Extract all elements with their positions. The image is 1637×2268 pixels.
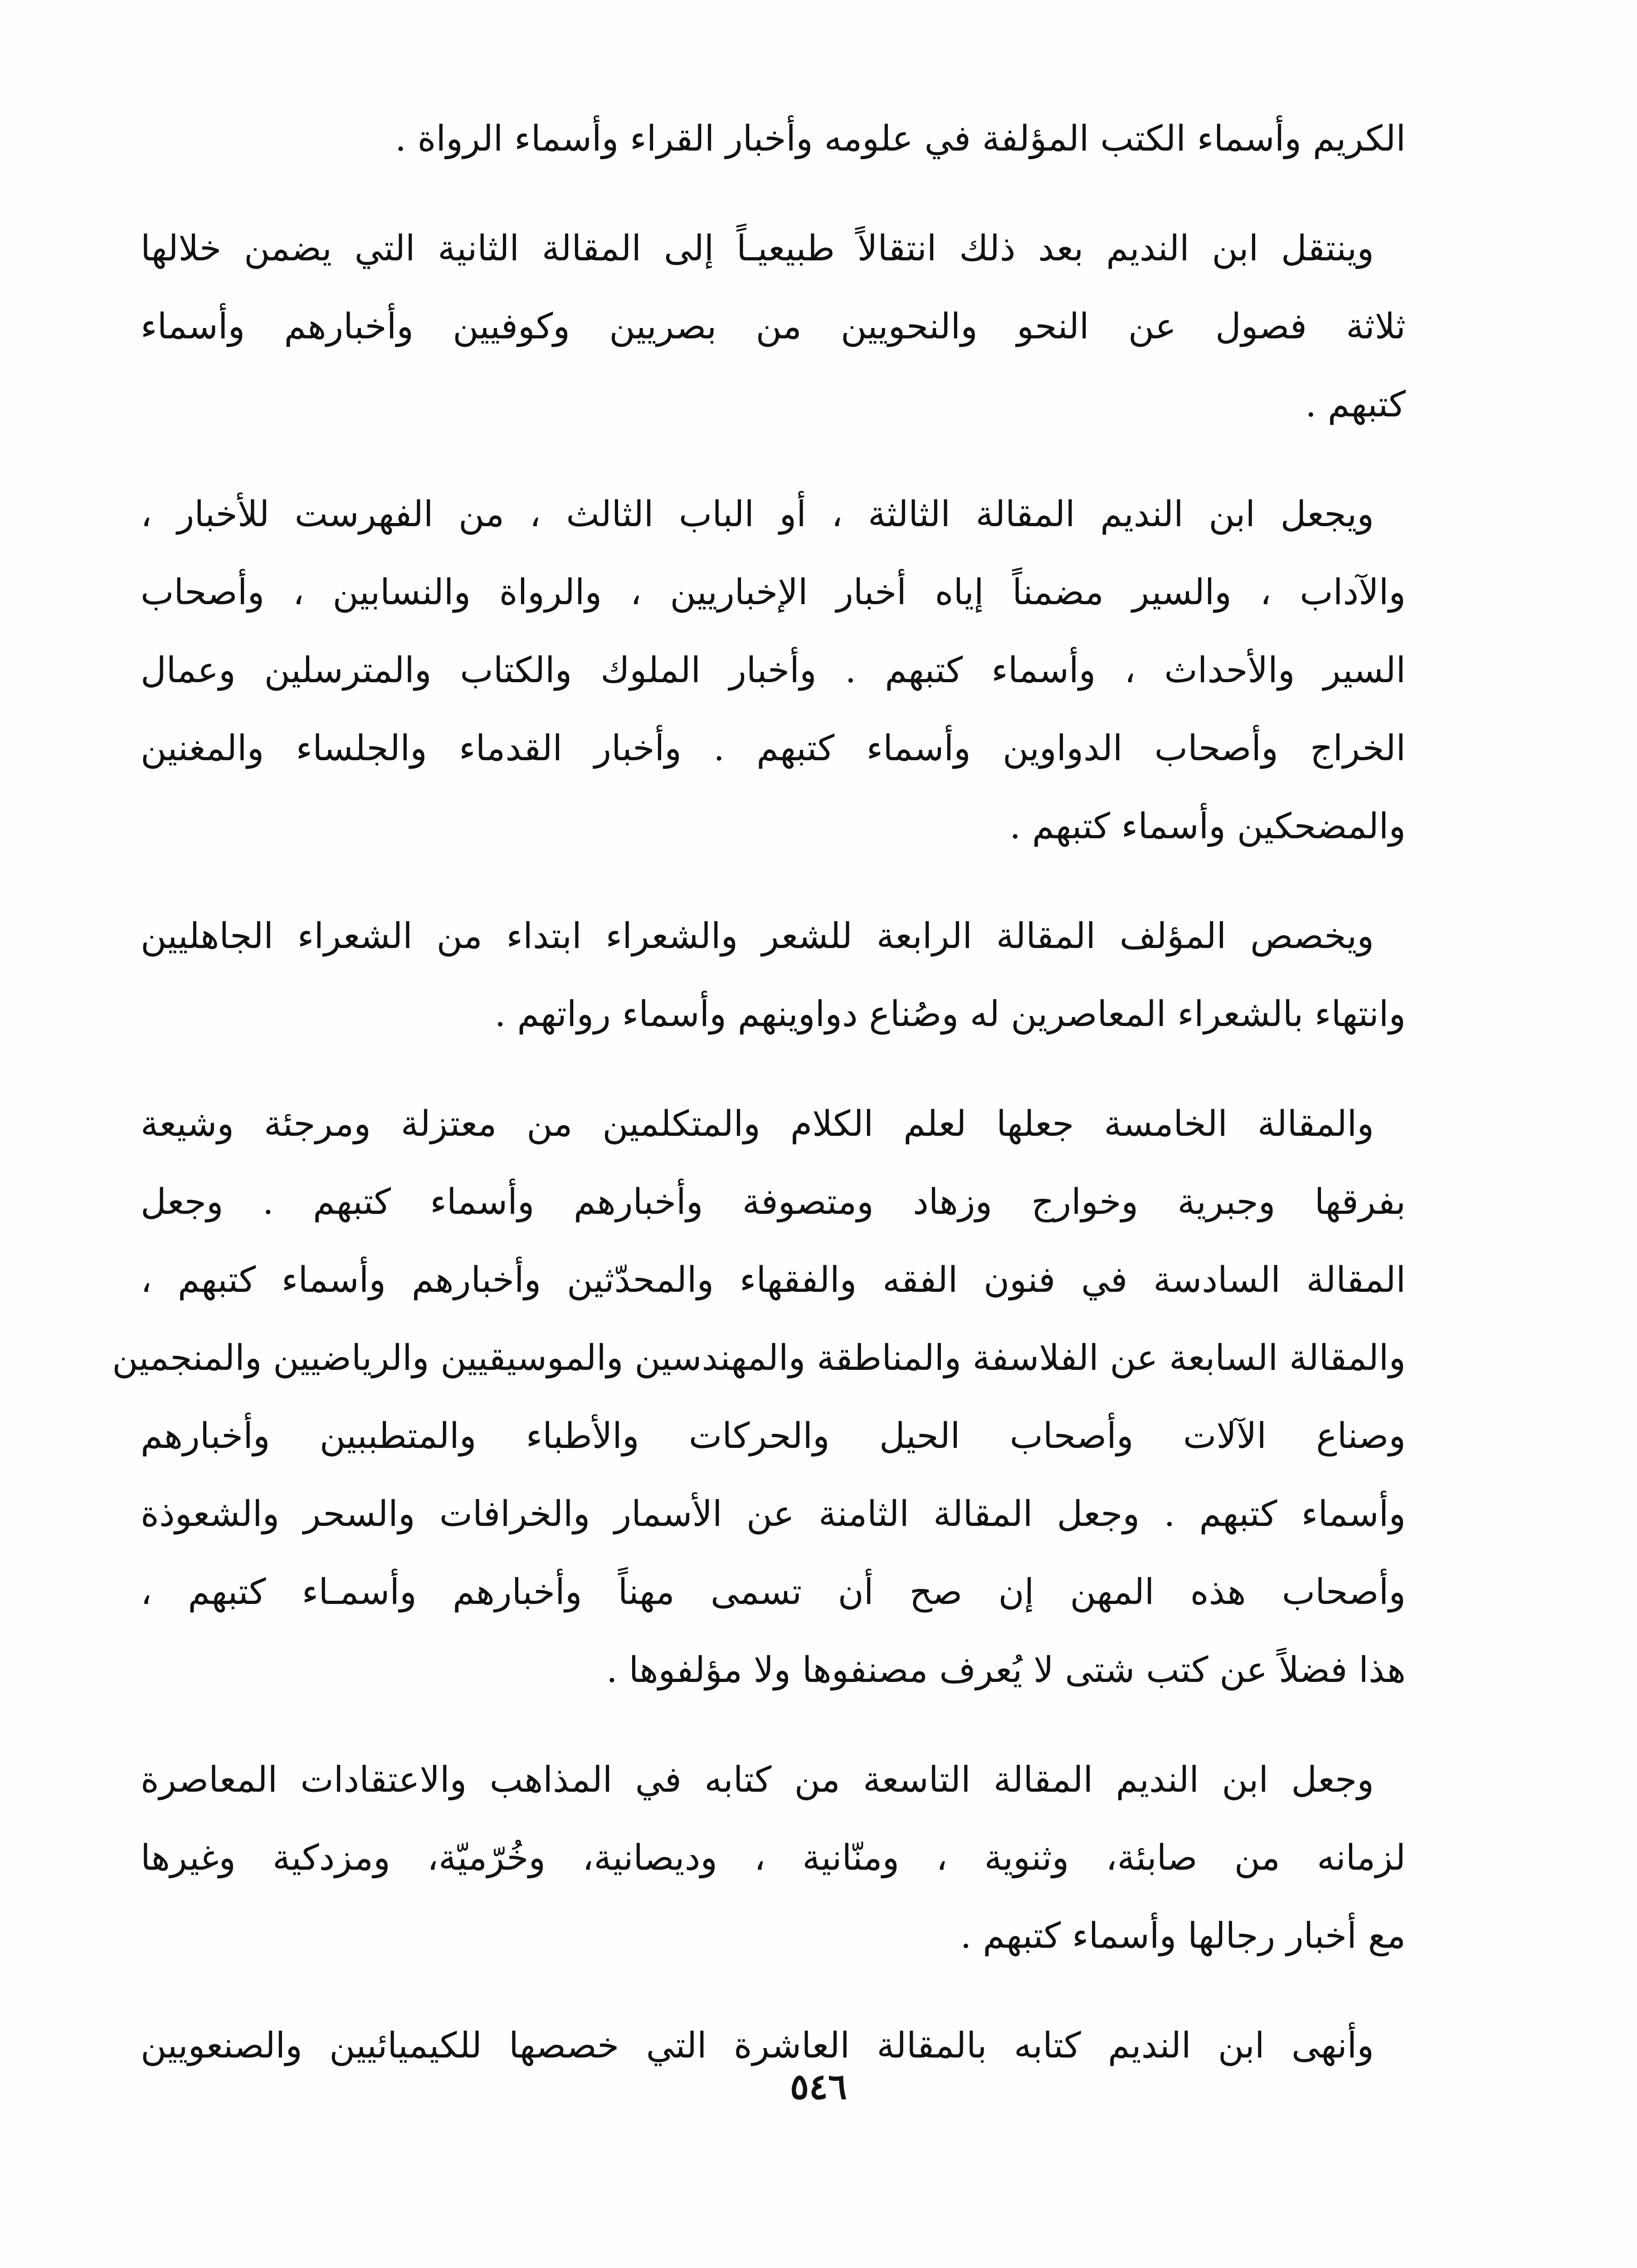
text-line: ويجعل ابن النديم المقالة الثالثة ، أو الباب الثالث ، من الفهرست للأخبار ،: [141, 494, 1374, 535]
text-line: الخراج وأصحاب الدواوين وأسماء كتبهم . وأخبار القدماء والجلساء والمغنين: [141, 728, 1406, 769]
text-line: بفرقها وجبرية وخوارج وزهاد ومتصوفة وأخبارهم وأسماء كتبهم . وجعل: [141, 1182, 1406, 1222]
paragraph: [141, 210, 1406, 444]
text-line: ويخصص المؤلف المقالة الرابعة للشعر والشعراء ابتداء من الشعراء الجاهليين: [141, 916, 1374, 957]
text-line: السير والأحداث ، وأسماء كتبهم . وأخبار الملوك والكتاب والمترسلين وعمال: [141, 650, 1406, 691]
text-line: كتبهم .: [1305, 384, 1406, 425]
text-line: مع أخبار رجالها وأسماء كتبهم .: [960, 1916, 1406, 1956]
text-line: وأنهى ابن النديم كتابه بالمقالة العاشرة التي خصصها للكيميائيين والصنعويين: [141, 2025, 1374, 2066]
text-line: وأصحاب هذه المهن إن صح أن تسمى مهناً وأخبارهم وأسمـاء كتبهم ،: [141, 1572, 1406, 1613]
paragraph: [141, 100, 1406, 178]
text-line: المقالة السادسة في فنون الفقه والفقهاء والمحدّثين وأخبارهم وأسماء كتبهم ،: [141, 1260, 1406, 1300]
paragraph: [112, 1085, 1406, 1709]
page-number: ٥٤٦: [790, 2066, 847, 2107]
text-line: ثلاثة فصول عن النحو والنحويين من بصريين وكوفيين وأخبارهم وأسماء: [141, 306, 1406, 347]
text-line: والمقالة السابعة عن الفلاسفة والمناطقة والمهندسين والموسيقيين والرياضيين والمنجمين: [112, 1338, 1406, 1378]
paragraph: [141, 475, 1406, 865]
text-line: وجعل ابن النديم المقالة التاسعة من كتابه في المذاهب والاعتقادات المعاصرة: [141, 1760, 1374, 1800]
text-line: الكريم وأسماء الكتب المؤلفة في علومه وأخبار القراء وأسماء الرواة .: [395, 118, 1406, 159]
text-line: وصناع الآلات وأصحاب الحيل والحركات والأطباء والمتطببين وأخبارهم: [141, 1416, 1406, 1457]
body-text: [112, 100, 1406, 2116]
text-line: هذا فضلاً عن كتب شتى لا يُعرف مصنفوها ولا مؤلفوها .: [606, 1650, 1406, 1691]
text-line: والمضحكين وأسماء كتبهم .: [1009, 806, 1406, 847]
text-line: والآداب ، والسير مضمناً إياه أخبار الإخباريين ، والرواة والنسابين ، وأصحاب: [141, 572, 1406, 613]
text-line: وانتهاء بالشعراء المعاصرين له وصُناع دواوينهم وأسماء رواتهم .: [494, 994, 1406, 1035]
text-line: وأسماء كتبهم . وجعل المقالة الثامنة عن الأسمار والخرافات والسحر والشعوذة: [141, 1494, 1406, 1535]
paragraph: [141, 897, 1406, 1053]
text-line: لزمانه من صابئة، وثنوية ، ومنّانية ، وديصانية، وخُرّميّة، ومزدكية وغيرها: [141, 1838, 1406, 1878]
text-line: وينتقل ابن النديم بعد ذلك انتقالاً طبيعيـاً إلى المقالة الثانية التي يضمن خلالها: [141, 228, 1374, 269]
paragraph: [141, 1741, 1406, 1975]
text-line: والمقالة الخامسة جعلها لعلم الكلام والمتكلمين من معتزلة ومرجئة وشيعة: [141, 1104, 1374, 1144]
